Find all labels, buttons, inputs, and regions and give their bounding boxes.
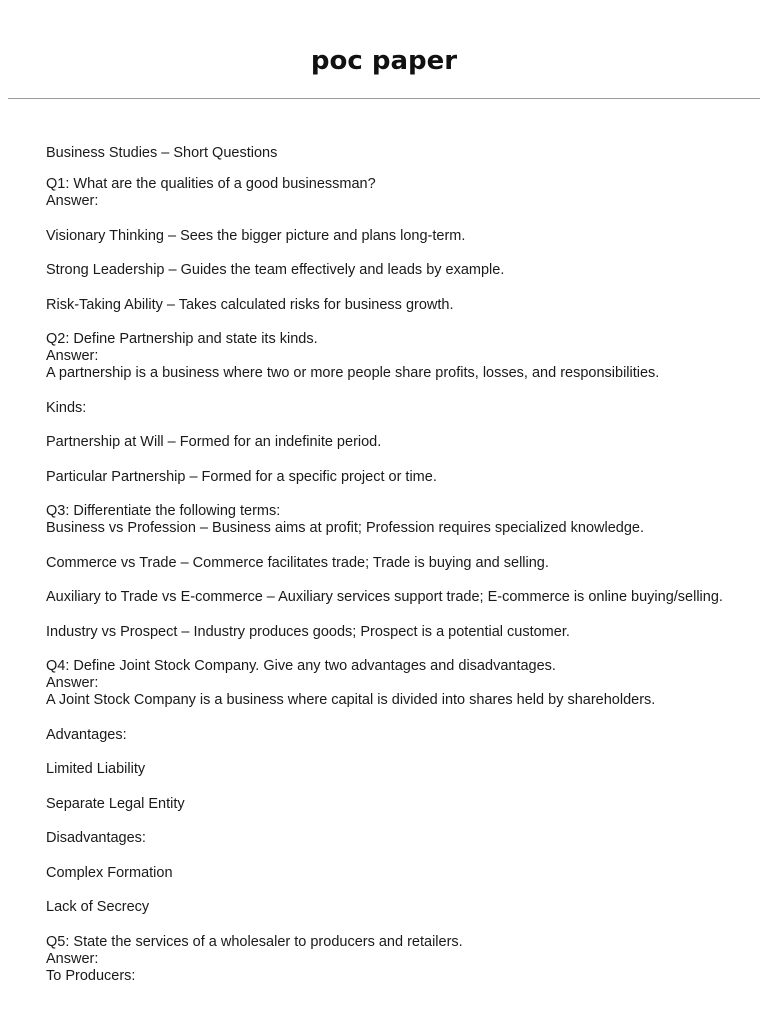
q2-kind-item: Particular Partnership – Formed for a specific project or time.	[46, 468, 437, 485]
q4-disadvantage-item: Complex Formation	[46, 864, 173, 881]
question-4: Q4: Define Joint Stock Company. Give any two advantages and disadvantages.	[46, 658, 556, 674]
q2-kinds-label: Kinds:	[46, 399, 87, 416]
q1-item: Risk-Taking Ability – Takes calculated risks for business growth.	[46, 296, 454, 313]
q2-definition: A partnership is a business where two or more people share profits, losses, and responsibilities.	[46, 365, 660, 381]
q1-item: Visionary Thinking – Sees the bigger picture and plans long-term.	[46, 227, 466, 244]
q4-advantage-item: Separate Legal Entity	[46, 795, 185, 812]
q4-advantage-item: Limited Liability	[46, 761, 146, 777]
q3-item: Commerce vs Trade – Commerce facilitates trade; Trade is buying and selling.	[46, 554, 549, 571]
q2-answer-label: Answer:	[46, 348, 99, 364]
q5-answer-label: Answer:	[46, 950, 99, 967]
q4-definition: A Joint Stock Company is a business where capital is divided into shares held by shareholders.	[46, 692, 656, 708]
q5-producers-label: To Producers:	[46, 967, 136, 984]
document-body	[46, 145, 736, 985]
question-3: Q3: Differentiate the following terms:	[46, 503, 281, 519]
q4-advantages-label: Advantages:	[46, 726, 127, 743]
q1-answer-label: Answer:	[46, 193, 99, 209]
question-5: Q5: State the services of a wholesaler to producers and retailers.	[46, 933, 463, 950]
q4-disadvantage-item: Lack of Secrecy	[46, 899, 150, 915]
question-1: Q1: What are the qualities of a good businessman?	[46, 176, 376, 192]
q1-item: Strong Leadership – Guides the team effectively and leads by example.	[46, 262, 505, 278]
q4-answer-label: Answer:	[46, 675, 99, 691]
q3-item: Business vs Profession – Business aims at profit; Profession requires specialized knowledge.	[46, 520, 645, 536]
q4-disadvantages-label: Disadvantages:	[46, 830, 146, 846]
document-title: poc paper	[310, 46, 458, 76]
q3-item: Auxiliary to Trade vs E-commerce – Auxiliary services support trade; E-commerce is online buying/selling.	[46, 589, 723, 605]
q2-kind-item: Partnership at Will – Formed for an indefinite period.	[46, 434, 382, 450]
title-divider	[8, 98, 760, 99]
question-2: Q2: Define Partnership and state its kinds.	[46, 331, 318, 347]
q3-item: Industry vs Prospect – Industry produces goods; Prospect is a potential customer.	[46, 623, 570, 640]
section-heading: Business Studies – Short Questions	[46, 145, 278, 161]
